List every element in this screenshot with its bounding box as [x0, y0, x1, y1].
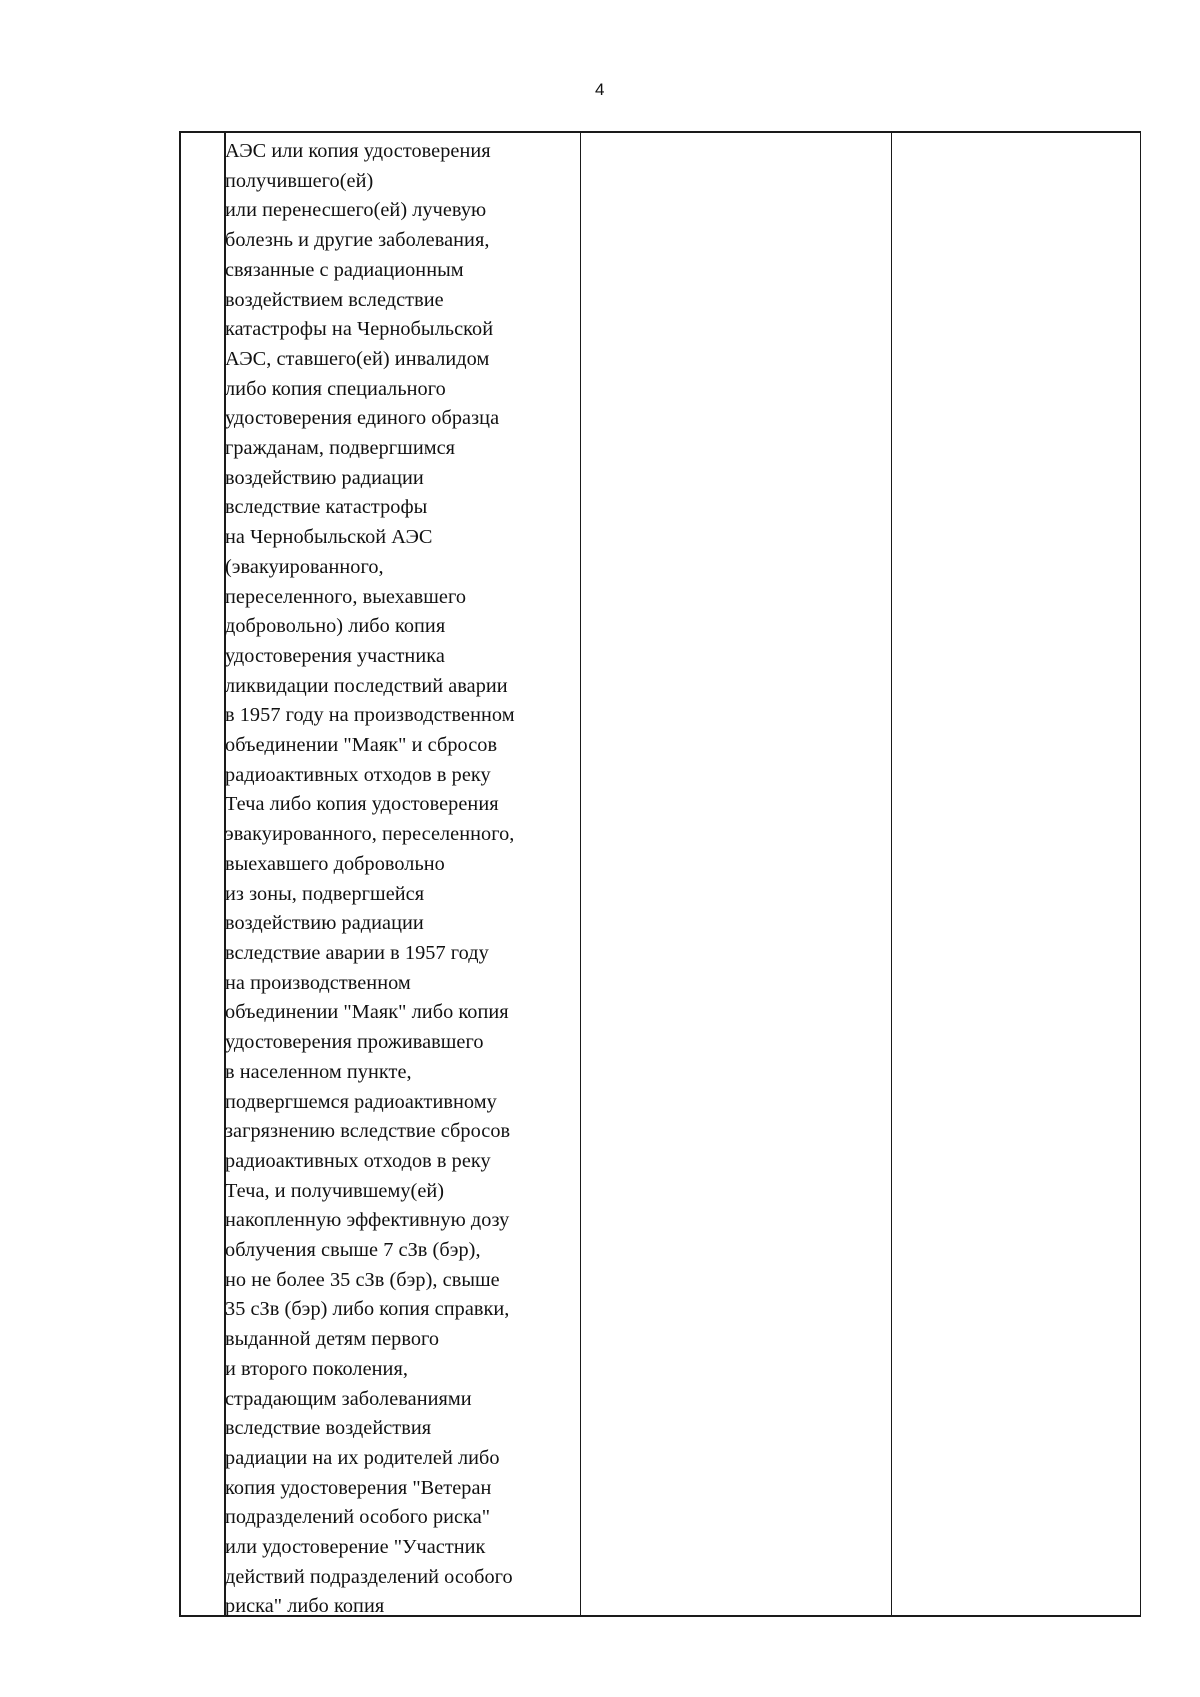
text-line: и второго поколения,: [225, 1357, 408, 1380]
text-line: на Чернобыльской АЭС: [225, 526, 433, 549]
text-line: в населенном пункте,: [225, 1060, 412, 1083]
documents-list-cell: [225, 137, 580, 1622]
text-line: или удостоверение "Участник: [225, 1536, 486, 1559]
text-line: Теча, и получившему(ей): [225, 1179, 445, 1202]
text-line: болезнь и другие заболевания,: [225, 229, 490, 252]
text-line: добровольно) либо копия: [225, 615, 446, 638]
text-line: получившего(ей): [225, 169, 374, 192]
text-line: объединении "Маяк" и сбросов: [225, 734, 498, 757]
text-line: гражданам, подвергшимся: [225, 437, 456, 460]
text-line: (эвакуированного,: [225, 555, 384, 578]
text-line: загрязнению вследствие сбросов: [225, 1120, 511, 1143]
text-line: но не более 35 сЗв (бэр), свыше: [225, 1268, 500, 1291]
text-line: воздействию радиации: [225, 466, 424, 489]
text-line: ликвидации последствий аварии: [225, 674, 508, 697]
text-line: выданной детям первого: [225, 1328, 440, 1351]
column-divider-3: [891, 133, 892, 1615]
text-line: вследствие воздействия: [225, 1417, 432, 1440]
text-line: действий подразделений особого: [225, 1565, 513, 1588]
text-line: из зоны, подвергшейся: [225, 882, 425, 905]
text-line: удостоверения проживавшего: [225, 1031, 484, 1054]
text-line: воздействию радиации: [225, 912, 424, 935]
text-line: выехавшего добровольно: [225, 852, 445, 875]
text-line: копия удостоверения "Ветеран: [225, 1476, 492, 1499]
text-line: переселенного, выехавшего: [225, 585, 467, 608]
text-line: риска" либо копия: [225, 1595, 385, 1618]
text-line: радиоактивных отходов в реку: [225, 1149, 491, 1172]
text-line: облучения свыше 7 сЗв (бэр),: [225, 1239, 481, 1262]
text-line: катастрофы на Чернобыльской: [225, 318, 494, 341]
text-line: воздействием вследствие: [225, 288, 444, 311]
text-line: подразделений особого риска": [225, 1506, 491, 1529]
text-line: на производственном: [225, 971, 411, 994]
page-number: 4: [595, 80, 605, 99]
text-line: вследствие катастрофы: [225, 496, 428, 519]
text-line: 35 сЗв (бэр) либо копия справки,: [225, 1298, 510, 1321]
text-line: удостоверения единого образца: [225, 407, 500, 430]
text-line: или перенесшего(ей) лучевую: [225, 199, 487, 222]
text-line: в 1957 году на производственном: [225, 704, 515, 727]
text-line: вследствие аварии в 1957 году: [225, 941, 489, 964]
text-line: удостоверения участника: [225, 644, 445, 667]
text-line: объединении "Маяк" либо копия: [225, 1001, 509, 1024]
text-line: АЭС или копия удостоверения: [225, 140, 491, 162]
text-line: накопленную эффективную дозу: [225, 1209, 510, 1232]
column-divider-2: [580, 133, 581, 1615]
text-line: подвергшемся радиоактивному: [225, 1090, 497, 1113]
text-line: страдающим заболеваниями: [225, 1387, 472, 1410]
text-line: радиации на их родителей либо: [225, 1446, 500, 1469]
text-line: связанные с радиационным: [225, 258, 464, 281]
text-line: эвакуированного, переселенного,: [225, 823, 515, 846]
text-line: Теча либо копия удостоверения: [225, 793, 499, 816]
text-line: радиоактивных отходов в реку: [225, 763, 491, 786]
text-line: АЭС, ставшего(ей) инвалидом: [225, 347, 490, 370]
text-line: либо копия специального: [225, 377, 446, 400]
